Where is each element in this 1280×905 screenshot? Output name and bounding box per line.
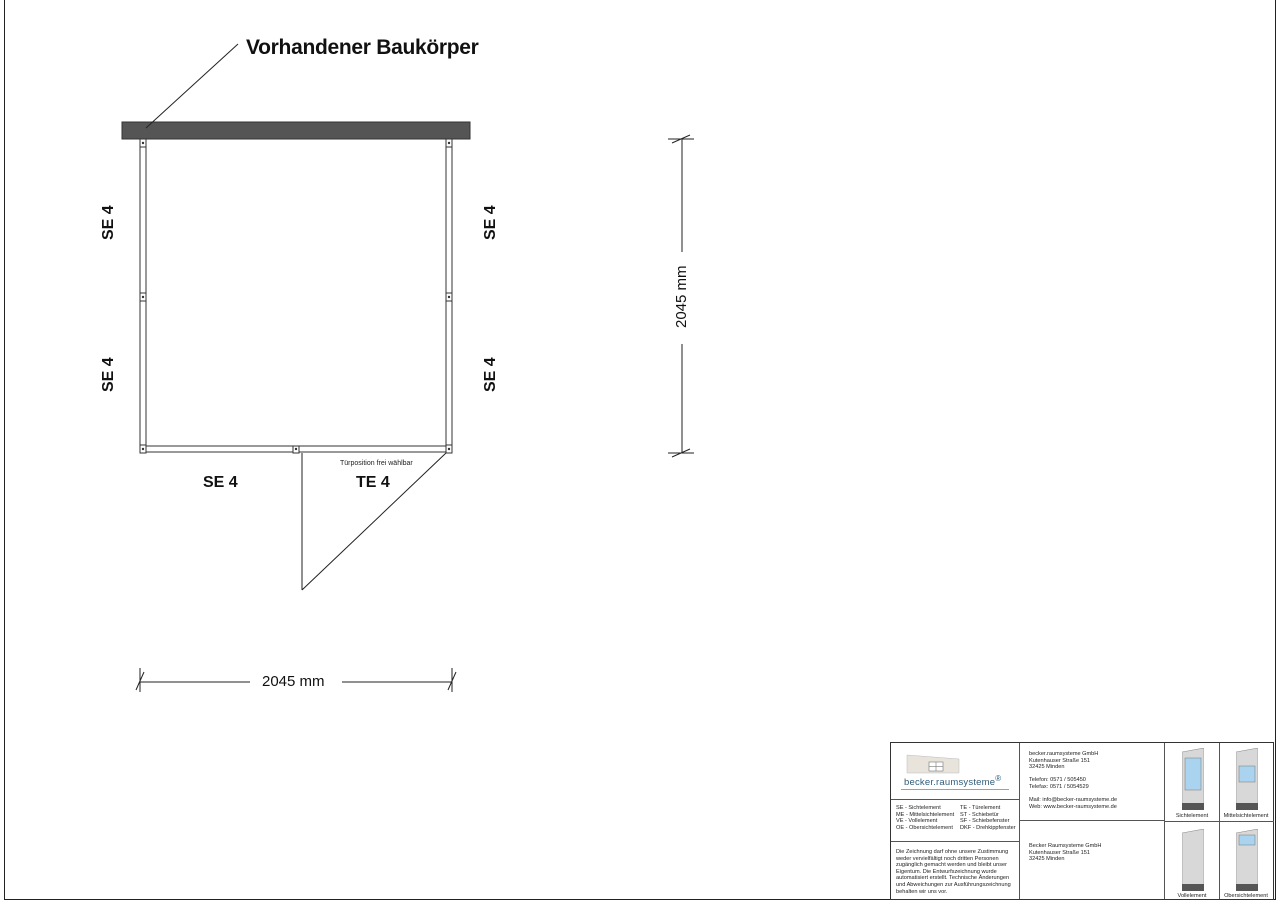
front-left-label: SE 4 [203,474,238,491]
abbr-se: SE - Sichtelement [896,805,941,811]
company-phone: Telefon: 0571 / 505450 [1029,777,1086,784]
abbr-oe: OE - Obersichtelement [896,824,953,831]
right-wall-top-label: SE 4 [482,205,499,240]
company-name: becker.raumsysteme GmbH [1029,751,1099,757]
logo-mark: ® [995,774,1002,783]
joint-markers [142,142,450,450]
disclaimer-text: Die Zeichnung darf ohne unsere Zustimmung weder vervielfältigt noch dritten Personen zugänglich gemacht werden und bleibt unser Eigentum. Die Entwurfszeichnung wurde automatisiert erstellt. Technische Änderungen und Abweichungen zur Ausführungszeichnung behalten wir uns vor. [896,849,1011,895]
customer-address [1029,843,1159,863]
vollelement-caption: Vollelement [1177,893,1207,899]
title-block [890,742,1274,900]
vollelement-thumbnail [1182,829,1204,891]
leader-line [146,44,238,128]
right-wall-bottom-label: SE 4 [482,357,499,392]
company-contact [1029,751,1159,810]
depth-dimension-label: 2045 mm [673,261,690,332]
company-city: 32425 Minden [1029,764,1065,771]
address-name: Becker Raumsysteme GmbH [1029,843,1102,849]
abbr-st: ST - Schiebetür [960,811,999,818]
existing-building-title: Vorhandener Baukörper [246,36,479,59]
company-fax: Telefax: 0571 / 5054529 [1029,783,1089,790]
company-web: Web: www.becker-raumsysteme.de [1029,803,1117,810]
mittelsichtelement-thumbnail [1236,748,1258,810]
left-wall-top-label: SE 4 [100,205,117,240]
left-wall-bottom-label: SE 4 [100,357,117,392]
abbreviations-right [960,805,1016,831]
front-door-label: TE 4 [356,474,390,491]
door-position-note: Türposition frei wählbar [340,460,413,467]
abbr-me: ME - Mittelsichtelement [896,811,955,818]
abbr-ve: VE - Vollelement [896,818,938,825]
abbr-dkf: DKF - Drehkippfenster [960,824,1016,831]
width-dimension-label: 2045 mm [258,673,329,690]
mittelsichtelement-caption: Mittelsichtelement [1223,813,1269,819]
address-city: 32425 Minden [1029,856,1065,863]
address-street: Kutenhauser Straße 151 [1029,849,1090,856]
sichtelement-caption: Sichtelement [1175,813,1209,819]
abbr-te: TE - Türelement [960,805,1001,811]
company-street: Kutenhauser Straße 151 [1029,757,1090,764]
logo-name: becker.raumsysteme [904,777,996,789]
abbreviations-left [896,805,954,831]
sichtelement-thumbnail [1182,748,1204,810]
obersichtelement-caption: Obersichtelement [1224,893,1268,899]
company-mail: Mail: info@becker-raumsysteme.de [1029,797,1118,804]
obersichtelement-thumbnail [1236,829,1258,891]
existing-building-wall [122,122,470,139]
abbr-sf: SF - Schiebefenster [960,818,1010,825]
